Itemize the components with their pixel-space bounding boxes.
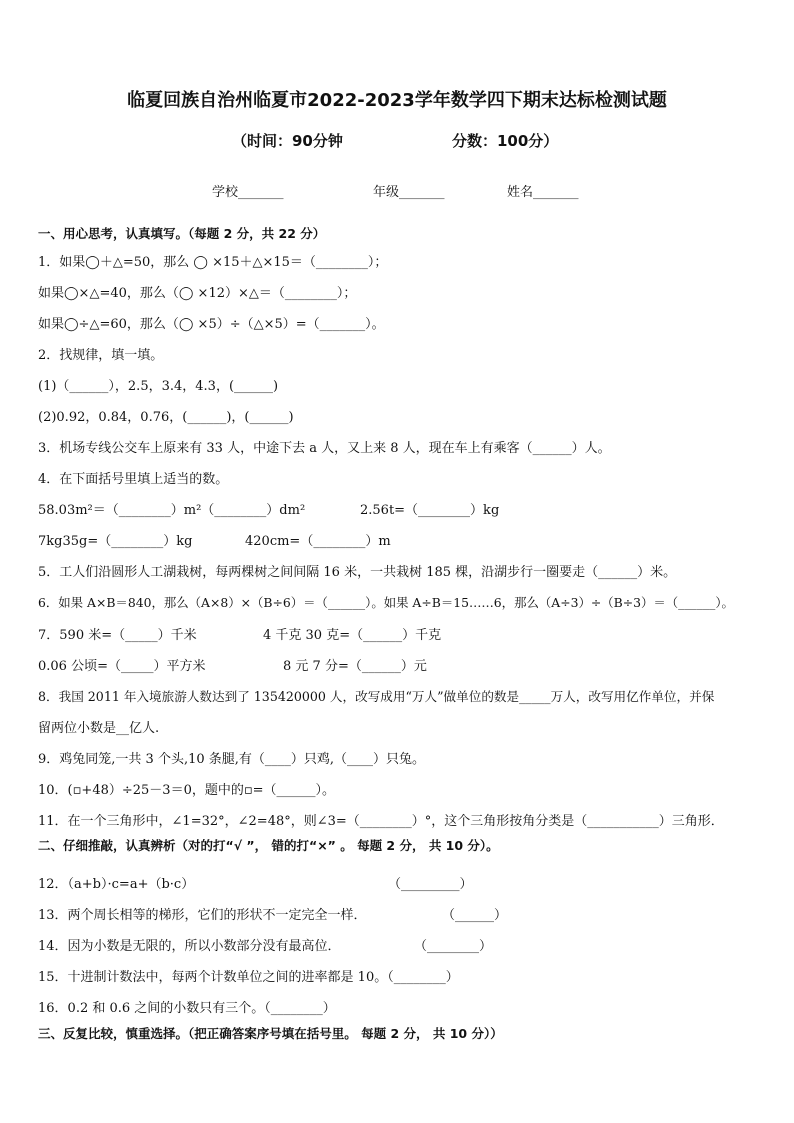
question-14: 14．因为小数是无限的，所以小数部分没有最高位． xyxy=(38,939,341,954)
question-13: 13．两个周长相等的梯形，它们的形状不一定完全一样． xyxy=(38,908,367,923)
question-2b: (2)0.92，0.84，0.76，(______)，(______) xyxy=(38,410,294,425)
question-7b-1: 0.06 公顷=（_____）平方米 xyxy=(38,659,206,674)
section-3-heading: 三、反复比较，慎重选择。（把正确答案序号填在括号里。 每题 2 分， 共 10 分）） xyxy=(38,1026,503,1041)
question-2: 2．找规律，填一填。 xyxy=(38,348,164,363)
time-limit: （时间：90分钟 xyxy=(232,132,343,150)
question-15: 15．十进制计数法中，每两个计数单位之间的进率都是 10。（________） xyxy=(38,970,459,985)
question-16: 16．0.2 和 0.6 之间的小数只有三个。（________） xyxy=(38,1001,336,1016)
question-12: 12．（a+b）·c=a+（b·c） xyxy=(38,877,195,892)
name-field: 姓名_______ xyxy=(507,185,579,200)
question-2a: (1)（______），2.5，3.4，4.3，(______) xyxy=(38,379,279,394)
question-13-answer: （______） xyxy=(442,908,508,923)
question-7b-2: 8 元 7 分=（______）元 xyxy=(283,659,427,674)
question-14-answer: （________） xyxy=(414,939,493,954)
question-10: 10．(▫+48）÷25－3＝0，题中的▫=（______）。 xyxy=(38,783,336,798)
question-4: 4．在下面括号里填上适当的数。 xyxy=(38,472,229,487)
question-11: 11．在一个三角形中，∠1=32°，∠2=48°，则∠3=（________）°，这个三角形按角分类是（___________）三角形． xyxy=(38,814,724,829)
question-1a: 1．如果◯＋△=50，那么 ◯ ×15＋△×15＝（________）； xyxy=(38,255,388,270)
question-7a-1: 7．590 米=（_____）千米 xyxy=(38,628,197,643)
question-4b-2: 420cm=（________）m xyxy=(245,534,391,549)
total-score: 分数：100分） xyxy=(452,132,559,150)
school-field: 学校_______ xyxy=(212,185,284,200)
question-4a-2: 2.56t=（________）kg xyxy=(360,503,500,518)
question-8a: 8．我国 2011 年入境旅游人数达到了 135420000 人，改写成用“万人”做单位的数是_____万人，改写用亿作单位，并保 xyxy=(38,689,715,704)
question-1c: 如果◯÷△=60，那么（◯ ×5）÷（△×5）=（_______）。 xyxy=(38,317,385,332)
grade-field: 年级_______ xyxy=(373,185,445,200)
question-5: 5．工人们沿圆形人工湖栽树，每两棵树之间间隔 16 米，一共栽树 185 棵，沿湖步行一圈要走（______）米。 xyxy=(38,565,677,580)
question-4b-1: 7kg35g=（________）kg xyxy=(38,534,193,549)
question-12-answer: （_________） xyxy=(388,877,473,892)
question-1b: 如果◯×△=40，那么（◯ ×12）×△＝（________）； xyxy=(38,286,357,301)
question-7a-2: 4 千克 30 克=（______）千克 xyxy=(263,628,442,643)
question-6: 6．如果 A×B＝840，那么（A×8）×（B÷6）＝（______）。如果 A÷B＝15……6，那么（A÷3）÷（B÷3）＝（______）。 xyxy=(38,595,734,610)
section-1-heading: 一、用心思考，认真填写。（每题 2 分，共 22 分） xyxy=(38,226,326,241)
question-8b: 留两位小数是__亿人. xyxy=(38,721,160,736)
section-2-heading: 二、仔细推敲，认真辨析（对的打“√ ”， 错的打“×” 。 每题 2 分， 共 10 分）。 xyxy=(38,838,499,853)
question-3: 3．机场专线公交车上原来有 33 人，中途下去 a 人，又上来 8 人，现在车上有乘客（______）人。 xyxy=(38,441,611,456)
question-4a-1: 58.03m²＝（________）m²（________）dm² xyxy=(38,503,306,518)
question-9: 9．鸡兔同笼,一共 3 个头,10 条腿,有（____）只鸡,（____）只兔。 xyxy=(38,752,426,767)
page-title: 临夏回族自治州临夏市2022-2023学年数学四下期末达标检测试题 xyxy=(127,90,667,111)
